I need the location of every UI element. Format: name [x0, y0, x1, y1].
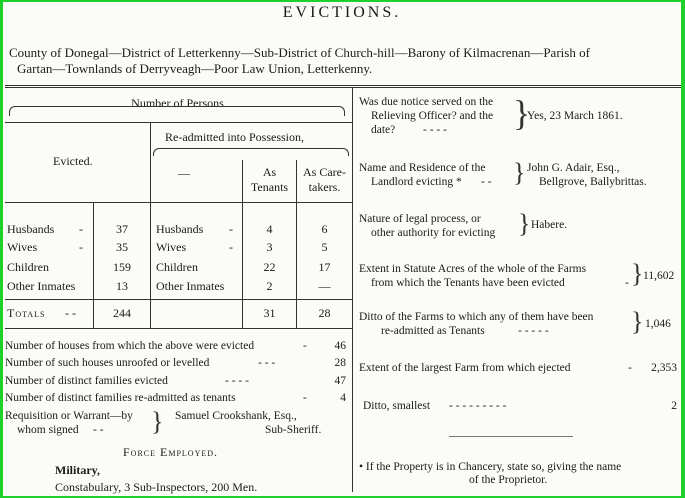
- extent-question-2: from which the Tenants have been evicted: [371, 277, 565, 289]
- process-brace: }: [518, 209, 531, 238]
- document-page: EVICTIONS. County of Donegal—District of Letterkenny—Sub-District of Church-hill—Barony of Kilmacrenan—Parish of Gartan—Townlands of Derryveagh—Poor Law Union, Letterkenny. Number of Persons Re-admitted into Possession, Evicted. — As Tenants As Care- takers. Husbands - 37 Husbands - 4 6 Wives - 35 Wives - 3 5 Children 159 Children 22 17 Other Inmates 13 Other Inmates 2 — Totals - - 244 31 28 Number of houses from which the above were evicted - 46 Number of such houses unroofed or levelled - - - 28 Number of distinct families evicted - - - - 47 Number of distinct families re-admitted as tenants - 4 Requisition or Warrant—by whom signed - - } Samuel Crookshank, Esq., Sub-Sheriff. Force Employed. Military, Constabulary, 3 Sub-Inspectors, 200 Men. Was due notice served on the Relieving Officer? and the date? - - - - } Yes, 23 March 1861. Name and Residence of the Landlord evicting * - - } John G. Adair, Esq., Bellgrove, Ballybrittas. Nature of legal process, or other authority for evicting } Habere. Extent in Statute Acres of the whole of the Farms from which the Tenants have been evicted - } 11,602 Ditto of the Farms to which any of them have been re-admitted as Tenants - - - - - } 1,046 Extent of the largest Farm from which ejected - 2,353 Ditto, smallest - - - - - - - - - 2 • If the Property is in Chancery, state so, giving the name of the Proprietor.: [3, 2, 681, 496]
- readmitted-brace: [153, 148, 349, 156]
- requisition-dash: - -: [93, 424, 104, 436]
- persons-header: Number of Persons: [131, 96, 224, 110]
- requisition-label-2: whom signed: [17, 424, 79, 436]
- col-caretakers-2: takers.: [308, 180, 341, 194]
- landlord-answer-1: John G. Adair, Esq.,: [527, 162, 620, 174]
- table-totals-rule: [5, 299, 352, 300]
- process-answer: Habere.: [531, 219, 568, 231]
- notice-dash: - - - -: [423, 124, 447, 136]
- landlord-brace: }: [513, 158, 526, 187]
- largest-question: Extent of the largest Farm from which ejected: [359, 362, 571, 374]
- largest-dash: -: [628, 362, 632, 374]
- notice-question-1: Was due notice served on the: [359, 96, 494, 108]
- ditto-answer: 1,046: [645, 318, 671, 330]
- footnote-line-2: of the Proprietor.: [469, 474, 548, 486]
- requisition-title: Sub-Sheriff.: [265, 424, 322, 436]
- extent-dash: -: [625, 277, 629, 289]
- smallest-question: Ditto, smallest: [363, 400, 431, 412]
- requisition-name: Samuel Crookshank, Esq.,: [175, 410, 297, 422]
- extent-question-1: Extent in Statute Acres of the whole of the Farms: [359, 263, 587, 275]
- ditto-question-1: Ditto of the Farms to which any of them have been: [359, 311, 594, 323]
- col-caretakers-1: As Care-: [303, 165, 346, 179]
- table-top-rule: [5, 122, 352, 123]
- evicted-header: Evicted.: [53, 154, 93, 168]
- ditto-brace: }: [631, 307, 644, 336]
- notice-question-3: date?: [371, 124, 396, 136]
- header-rule: [5, 85, 681, 88]
- landlord-dash: - -: [481, 176, 492, 188]
- table-header-rule: [5, 202, 352, 203]
- force-military: Military,: [55, 463, 100, 477]
- smallest-dash: - - - - - - - - -: [449, 400, 507, 412]
- ditto-question-2: re-admitted as Tenants: [381, 325, 485, 337]
- table-vrule-1: [150, 122, 151, 328]
- force-constabulary: Constabulary, 3 Sub-Inspectors, 200 Men.: [55, 480, 258, 494]
- footnote-line-1: • If the Property is in Chancery, state so, giving the name: [359, 461, 622, 473]
- process-question-1: Nature of legal process, or: [359, 213, 481, 225]
- requisition-brace: }: [151, 407, 164, 436]
- force-heading: Force Employed.: [123, 445, 219, 459]
- readmitted-header: Re-admitted into Possession,: [165, 130, 304, 144]
- requisition-label: Requisition or Warrant—by: [5, 410, 133, 422]
- ditto-dash: - - - - -: [518, 325, 549, 337]
- col-tenants-2: Tenants: [250, 180, 289, 194]
- location-line-1: County of Donegal—District of Letterkenny—Sub-District of Church-hill—Barony of Kilmacrenan—Parish of: [9, 45, 590, 60]
- readmitted-blank-header: —: [178, 166, 190, 180]
- footnote-rule: [449, 436, 573, 437]
- notice-question-2: Relieving Officer? and the: [371, 110, 494, 122]
- landlord-question-1: Name and Residence of the: [359, 162, 486, 174]
- persons-header-brace: [9, 106, 345, 116]
- extent-brace: }: [631, 259, 644, 288]
- smallest-answer: 2: [671, 400, 677, 412]
- page-title: EVICTIONS.: [282, 4, 402, 21]
- landlord-answer-2: Bellgrove, Ballybrittas.: [539, 176, 647, 188]
- largest-answer: 2,353: [651, 362, 677, 374]
- location-line-2: Gartan—Townlands of Derryveagh—Poor Law Union, Letterkenny.: [17, 61, 373, 76]
- process-question-2: other authority for evicting: [371, 227, 496, 239]
- col-tenants-1: As: [262, 165, 277, 179]
- landlord-question-2: Landlord evicting *: [371, 176, 462, 188]
- column-divider: [352, 88, 353, 492]
- table-bottom-rule: [5, 328, 352, 329]
- notice-answer: Yes, 23 March 1861.: [527, 110, 623, 122]
- extent-answer: 11,602: [643, 270, 675, 282]
- notice-brace: }: [513, 93, 531, 133]
